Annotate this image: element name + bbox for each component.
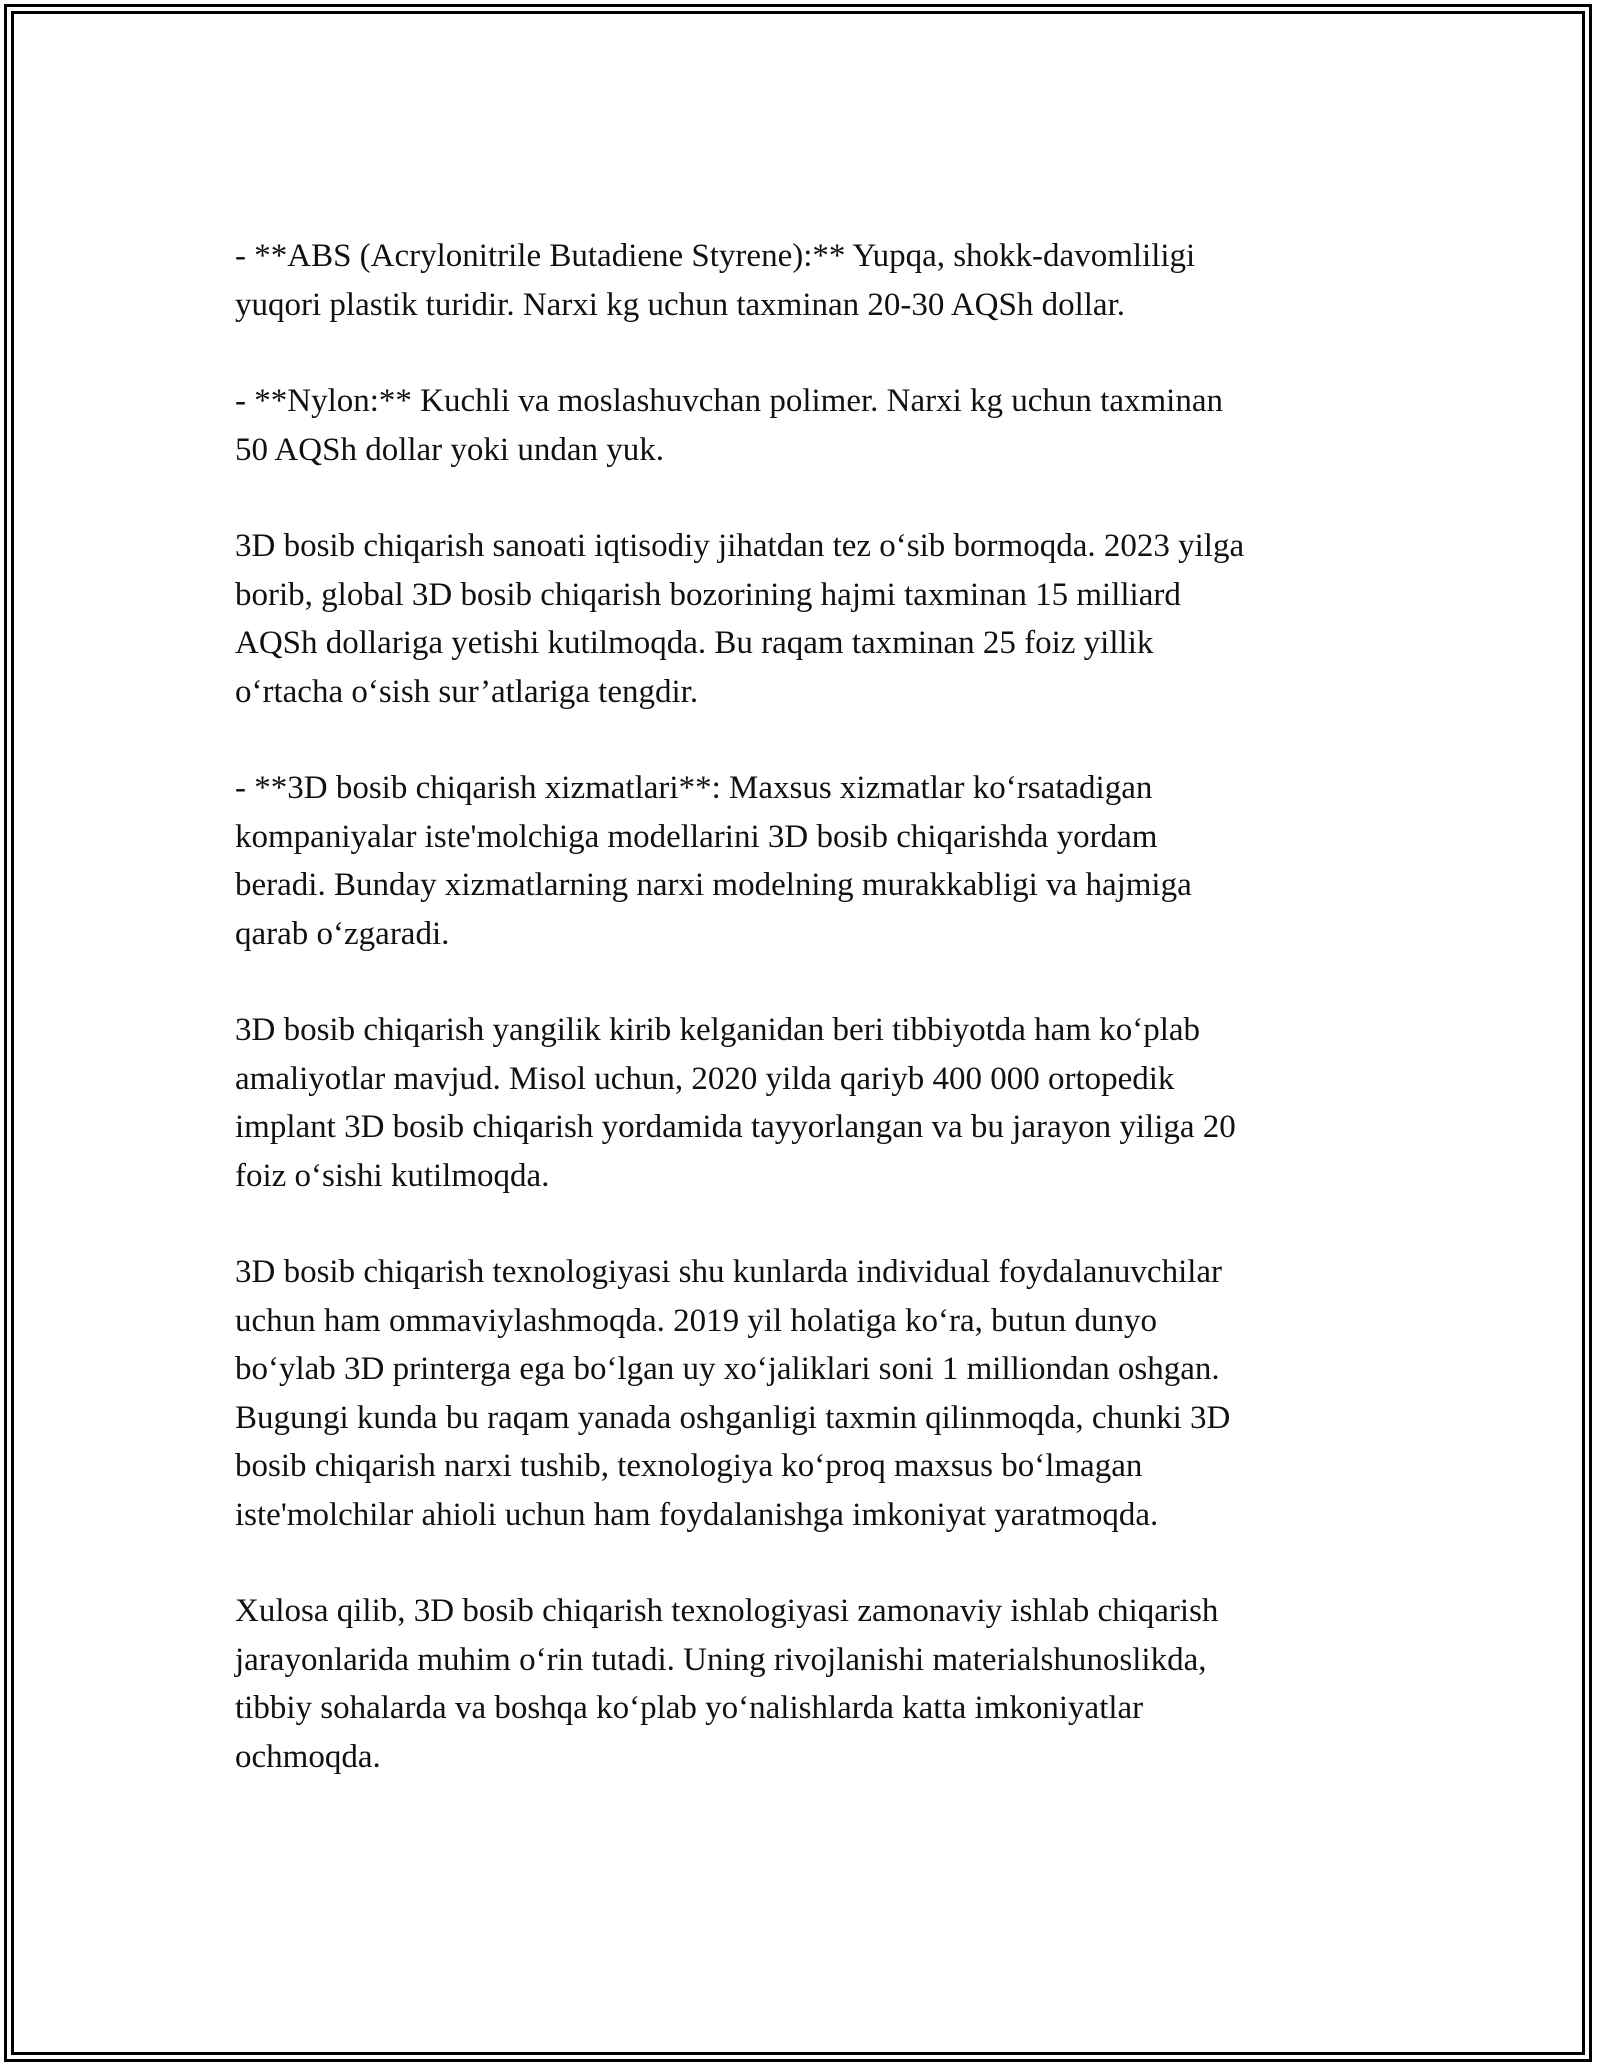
document-body — [235, 232, 1365, 1829]
paragraph-abs: - **ABS (Acrylonitrile Butadiene Styrene):** Yupqa, shokk-davomliligi yuqori plastik turidir. Narxi kg uchun taxminan 20-30 AQSh dollar. — [235, 238, 1196, 323]
paragraph-industry-growth: 3D bosib chiqarish sanoati iqtisodiy jihatdan tez o‘sib bormoqda. 2023 yilga borib, global 3D bosib chiqarish bozorining hajmi taxminan 15 milliard AQSh dollariga yetishi kutilmoqda. Bu raqam taxminan 25 foiz yillik o‘rtacha o‘sish sur’atlariga tengdir. — [235, 528, 1245, 710]
paragraph-conclusion: Xulosa qilib, 3D bosib chiqarish texnologiyasi zamonaviy ishlab chiqarish jarayonlarida muhim o‘rin tutadi. Uning rivojlanishi materialshunoslikda, tibbiy sohalarda va boshqa ko‘plab yo‘nalishlarda katta imkoniyatlar ochmoqda. — [235, 1593, 1219, 1775]
paragraph-medicine: 3D bosib chiqarish yangilik kirib kelganidan beri tibbiyotda ham ko‘plab amaliyotlar mavjud. Misol uchun, 2020 yilda qariyb 400 000 ortopedik implant 3D bosib chiqarish yordamida tayyorlangan va bu jarayon yiliga 20 foiz o‘sishi kutilmoqda. — [235, 1012, 1236, 1194]
paragraph-printing-services: - **3D bosib chiqarish xizmatlari**: Maxsus xizmatlar ko‘rsatadigan kompaniyalar iste'molchiga modellarini 3D bosib chiqarishda yordam beradi. Bunday xizmatlarning narxi modelning murakkabligi va hajmiga qarab o‘zgaradi. — [235, 770, 1192, 952]
paragraph-consumer-adoption: 3D bosib chiqarish texnologiyasi shu kunlarda individual foydalanuvchilar uchun ham ommaviylashmoqda. 2019 yil holatiga ko‘ra, butun dunyo bo‘ylab 3D printerga ega bo‘lgan uy xo‘jaliklari soni 1 milliondan oshgan. Bugungi kunda bu raqam yanada oshganligi taxmin qilinmoqda, chunki 3D bosib chiqarish narxi tushib, texnologiya ko‘proq maxsus bo‘lmagan iste'molchilar ahioli uchun ham foydalanishga imkoniyat yaratmoqda. — [235, 1254, 1231, 1533]
paragraph-nylon: - **Nylon:** Kuchli va moslashuvchan polimer. Narxi kg uchun taxminan 50 AQSh dollar yoki undan yuk. — [235, 383, 1223, 468]
